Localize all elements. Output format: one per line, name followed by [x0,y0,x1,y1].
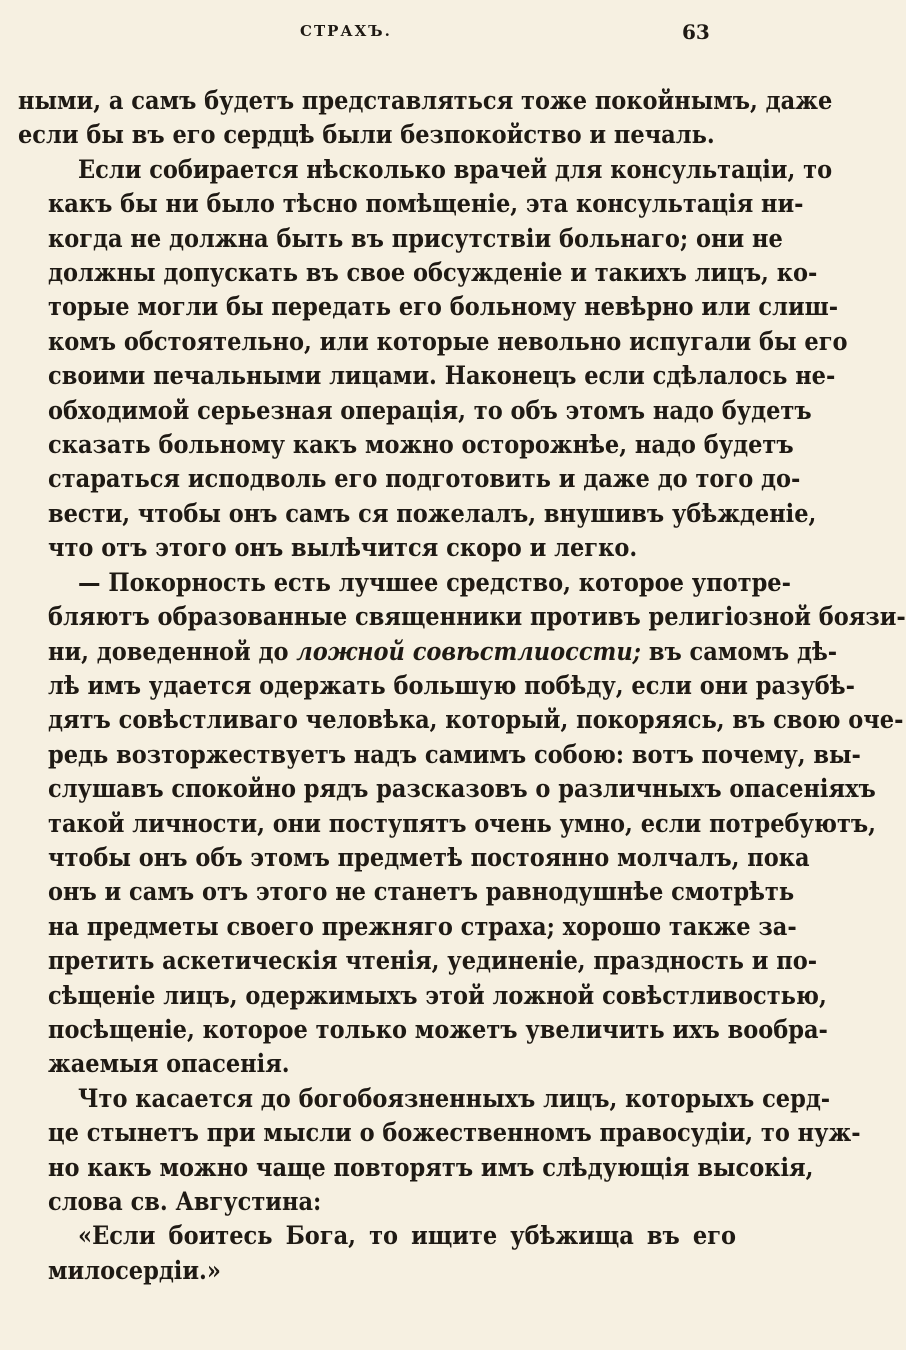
text-line: когда не должна быть въ присутствіи больнаго; они не [48,223,783,253]
text-line: претить аскетическія чтенія, уединеніе, праздность и по- [48,946,818,976]
text-line: слова св. Августина: [48,1187,322,1216]
text-line: редь возторжествуетъ надъ самимъ собою: вотъ почему, вы- [48,739,861,769]
text-line: сѣщеніе лицъ, одержимыхъ этой ложной совѣстливостью, [48,980,827,1010]
paragraph [18,84,833,153]
text-line: милосердіи.» [48,1255,221,1285]
text-line: Что касается до богобоязненныхъ лицъ, которыхъ серд- [78,1083,831,1113]
emphasized-text: ложной совѣстлиосcти; [296,636,641,666]
paragraph [18,566,906,1082]
text-line: жаемыя опасенія. [48,1049,290,1079]
text-line: должны допускать въ свое обсужденіе и такихъ лицъ, ко- [48,258,818,288]
text-line: вести, чтобы онъ самъ ся пожелалъ, внушивъ убѣжденіе, [48,498,817,528]
text-line: если бы въ его сердцѣ были безпокойство и печаль. [18,120,715,150]
text-line: онъ и самъ отъ этого не станетъ равнодушнѣе смотрѣть [48,877,795,907]
text-line: сказать больному какъ можно осторожнѣе, надо будетъ [48,430,794,460]
paragraph [18,1219,736,1288]
text-line: слушавъ спокойно рядъ разсказовъ о различныхъ опасеніяхъ [48,774,876,804]
text-line: бляютъ образованные священники противъ религіозной боязи- [48,602,906,632]
text-line: стараться исподволь его подготовить и даже до того до- [48,464,801,494]
running-title: СТРАХЪ. [300,22,392,40]
page-number: 63 [682,20,710,44]
body-text [18,84,906,1288]
text-line: лѣ имъ удается одержать большую побѣду, если они разубѣ- [48,670,855,700]
text-line: такой личности, они поступятъ очень умно, если потребуютъ, [48,808,876,838]
text-line: что отъ этого онъ вылѣчится скоро и легко. [48,533,638,563]
text-line: дятъ совѣстливаго человѣка, который, покоряясь, въ свою оче- [48,705,904,735]
text-line: «Если боитесь Бога, то ищите убѣжища въ его [78,1221,736,1251]
text-line: — Покорность есть лучшее средство, которое употре- [78,567,791,597]
text-line: какъ бы ни было тѣсно помѣщеніе, эта консультація ни- [48,189,804,219]
text-line: ни, доведенной до ложной совѣстлиосcти; въ самомъ дѣ- [48,636,838,666]
text-line: комъ обстоятельно, или которые невольно испугали бы его [48,326,848,356]
text-line: чтобы онъ объ этомъ предметѣ постоянно молчалъ, пока [48,842,810,872]
text-line: ными, а самъ будетъ представляться тоже покойнымъ, даже [18,86,833,115]
text-line: це стынетъ при мысли о божественномъ правосудіи, то нуж- [48,1118,861,1148]
text-line: но какъ можно чаще повторятъ имъ слѣдующія высокія, [48,1152,814,1182]
paragraph [18,1082,861,1220]
text-line: своими печальными лицами. Наконецъ если сдѣлалось не- [48,361,836,391]
text-line: обходимой серьезная операція, то объ этомъ надо будетъ [48,395,812,425]
text-line: посѣщеніе, которое только можетъ увеличить ихъ вообра- [48,1014,828,1044]
text-line: торые могли бы передать его больному невѣрно или слиш- [48,292,839,322]
text-line: Если собирается нѣсколько врачей для консультаціи, то [78,154,833,184]
paragraph [18,153,848,566]
text-line: на предметы своего прежняго страха; хорошо также за- [48,911,797,941]
